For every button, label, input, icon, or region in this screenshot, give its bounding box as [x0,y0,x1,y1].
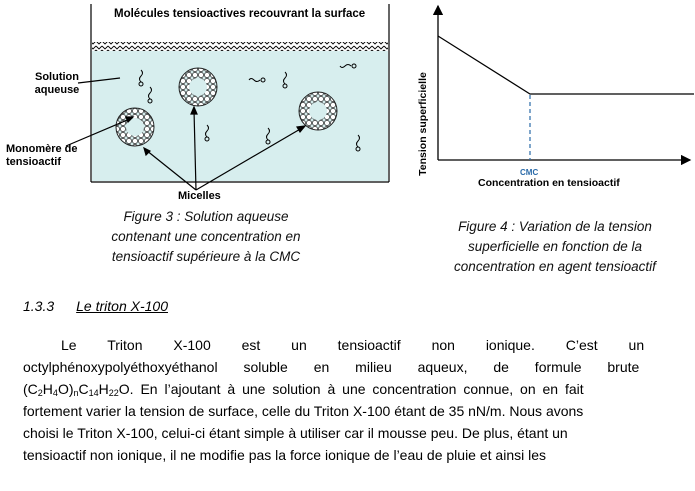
x-axis-label: Concentration en tensioactif [478,177,620,189]
tension-graph [420,0,695,200]
figure-3-caption-line-1: Figure 3 : Solution aqueuse [123,209,289,224]
monomer-label-line-2: tensioactif [6,156,62,168]
monomer-label-line-1: Monomère de [6,143,78,155]
paragraph-line-5: choisi le Triton X-100, celui-ci étant simple à utiliser car il mousse peu. De plus, étant un [23,425,568,441]
paragraph-line-3-text: O. En l’ajoutant à une solution à une concentration connue, on en fait [118,381,584,397]
paragraph-line [23,334,695,356]
micelle-diagram [0,0,400,210]
formula-part: H [98,381,109,397]
tension-curve [438,36,694,94]
figure-4-caption-line-2: superficielle en fonction de la [467,239,643,254]
paragraph-line-1: Le Triton X-100 est un tensioactif non ionique. C’est un [61,337,645,353]
micelles-label: Micelles [178,190,221,202]
figure-4-caption-line-1: Figure 4 : Variation de la tension [458,219,652,234]
y-axis-label: Tension superficielle [417,72,429,176]
micelle [179,68,217,106]
formula-sub: 14 [88,388,99,398]
section-number: 1.3.3 [23,298,55,314]
formula-part: O) [57,381,74,397]
body-paragraph [23,334,695,466]
paragraph-line-4: fortement varier la tension de surface, celle du Triton X-100 étant de 35 nN/m. Nous avons [23,403,584,419]
section-heading [23,298,168,314]
surfactant-surface-layer [92,42,388,51]
section-title: Le triton X-100 [76,298,168,314]
formula-part: H [42,381,53,397]
formula-sub: 2 [37,388,43,398]
paragraph-line-2: octylphénoxypolyéthoxyéthanol soluble en milieu aqueux, de formule brute [23,359,640,375]
solution-label [32,71,82,97]
paragraph-line [23,356,695,378]
formula-sub: 22 [108,388,119,398]
cmc-label: CMC [520,168,539,177]
formula-sub: 4 [52,388,58,398]
micelle [116,108,154,146]
figure-4-caption-line-3: concentration en agent tensioactif [454,259,656,274]
figure-3-caption-line-3: tensioactif supérieure à la CMC [111,249,301,264]
figure-3-caption-line-2: contenant une concentration en [111,229,301,244]
micelle [299,92,337,130]
figure-4-caption [430,217,680,277]
monomer-label [6,143,78,169]
surface-label: Molécules tensioactives recouvrant la surface [114,8,366,20]
solution-label-line-2: aqueuse [34,84,80,96]
formula-sub: n [73,388,79,398]
paragraph-line [23,378,695,400]
figure-3-caption [86,207,326,267]
paragraph-line-6: tensioactif non ionique, il ne modifie pas la force ionique de l’eau de pluie et ainsi les [23,447,547,463]
solution-label-line-1: Solution [35,71,79,83]
formula-part: C [78,381,89,397]
formula-part: (C [23,381,38,397]
